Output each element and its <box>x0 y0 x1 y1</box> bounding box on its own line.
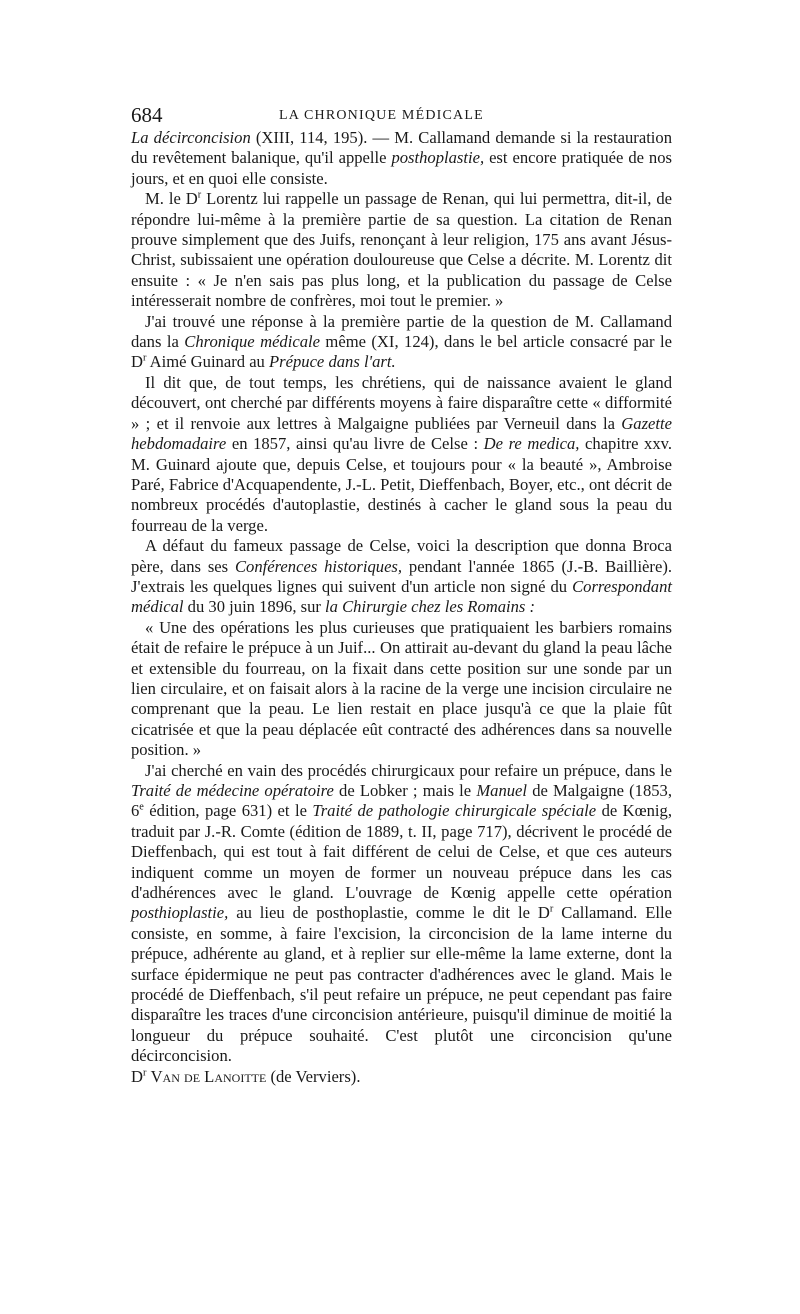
article-title: La décirconcision <box>131 128 251 147</box>
paragraph-quotation: « Une des opérations les plus curieuses que pratiquaient les barbiers romains était de refaire le prépuce à un Juif... On attirait au-devant du gland la peau lâche et extensible du fourreau, on la fixait dans cette position sur une sonde par un lien circulaire, et on faisait alors à la racine de la verge une incision circulaire ne comprenant que la peau. Le lien restait en place jusqu'à ce que la plaie fût cicatrisée et que la peau déplacée eût contracté des adhérences dans sa nouvelle position. » <box>131 617 672 760</box>
page-number: 684 <box>131 103 163 127</box>
page-header <box>131 103 671 129</box>
paragraph-dieffenbach: J'ai cherché en vain des procédés chirurgicaux pour refaire un prépuce, dans le Traité de médecine opératoire de Lobker ; mais le Manuel de Malgaigne (1853, 6e édition, page 631) et le Traité de pathologie chirurgicale spéciale de Kœnig, traduit par J.-R. Comte (édition de 1889, t. II, page 717), décrivent le procédé de Dieffenbach, qui est tout à fait différent de celui de Celse, et que ces auteurs indiquent comme un moyen de former un nouveau prépuce dans les cas d'adhérences avec le gland. L'ouvrage de Kœnig appelle cette opération posthioplastie, au lieu de posthoplastie, comme le dit le $D^r$ Callamand. Elle consiste, en somme, à faire l'excision, la circoncision de la lame interne du prépuce, adhérente au gland, et à replier sur elle-même la lame externe, dont la surface épidermique ne peut pas contracter d'adhérences avec le gland. Mais le procédé de Dieffenbach, s'il peut refaire un prépuce, ne peut cependant pas faire disparaître les traces d'une circoncision antérieure, puisqu'il diminue de moitié la longueur du prépuce souhaité. C'est plutôt une circoncision qu'une décirconcision. <box>131 760 672 1066</box>
running-head: LA CHRONIQUE MÉDICALE <box>279 108 484 123</box>
article-body <box>131 128 672 1087</box>
paragraph-broca: A défaut du fameux passage de Celse, voici la description que donna Broca père, dans ses Conférences historiques, pendant l'année 1865 (J.-B. Baillière). J'extrais les quelques lignes qui suivent d'un article non signé du Correspondant médical du 30 juin 1896, sur la Chirurgie chez les Romains : <box>131 536 672 617</box>
paragraph-intro: La décirconcision (XIII, 114, 195). — M. Callamand demande si la restauration du revêtement balanique, qu'il appelle posthoplastie, est encore pratiquée de nos jours, et en quoi elle consiste. <box>131 128 673 188</box>
paragraph-lorentz: M. le $D^r$ Lorentz lui rappelle un passage de Renan, qui lui permettra, dit-il, de répondre lui-même à la première partie de sa question. La citation de Renan prouve simplement que des Juifs, renonçant à leur religion, 175 ans avant Jésus-Christ, subissaient une opération douloureuse que Celse a décrite. M. Lorentz dit ensuite : « Je n'en sais pas plus long, et la publication du passage de Celse intéresserait nombre de confrères, moi tout le premier. » <box>131 189 672 311</box>
author-signature: $D^r$ Van de Lanoitte (de Verviers). <box>131 1066 361 1086</box>
author-name: Van de Lanoitte <box>150 1066 267 1086</box>
paragraph-guinard: Il dit que, de tout temps, les chrétiens, qui de naissance avaient le gland découvert, ont cherché par différents moyens à faire disparaître cette « difformité » ; et il renvoie aux lettres à Malgaigne publiées par Verneuil dans la Gazette hebdomadaire en 1857, ainsi qu'au livre de Celse : De re medica, chapitre xxv. M. Guinard ajoute que, depuis Celse, et toujours pour « la beauté », Ambroise Paré, Fabrice d'Acquapendente, J.-L. Petit, Dieffenbach, Boyer, etc., ont décrit de nombreux procédés d'autoplastie, destinés à cacher le gland sous la peau du fourreau de la verge. <box>131 372 673 535</box>
paragraph-reponse: J'ai trouvé une réponse à la première partie de la question de M. Callamand dans la Chronique médicale même (XI, 124), dans le bel article consacré par le $D^r$ Aimé Guinard au Prépuce dans l'art. <box>131 311 672 372</box>
